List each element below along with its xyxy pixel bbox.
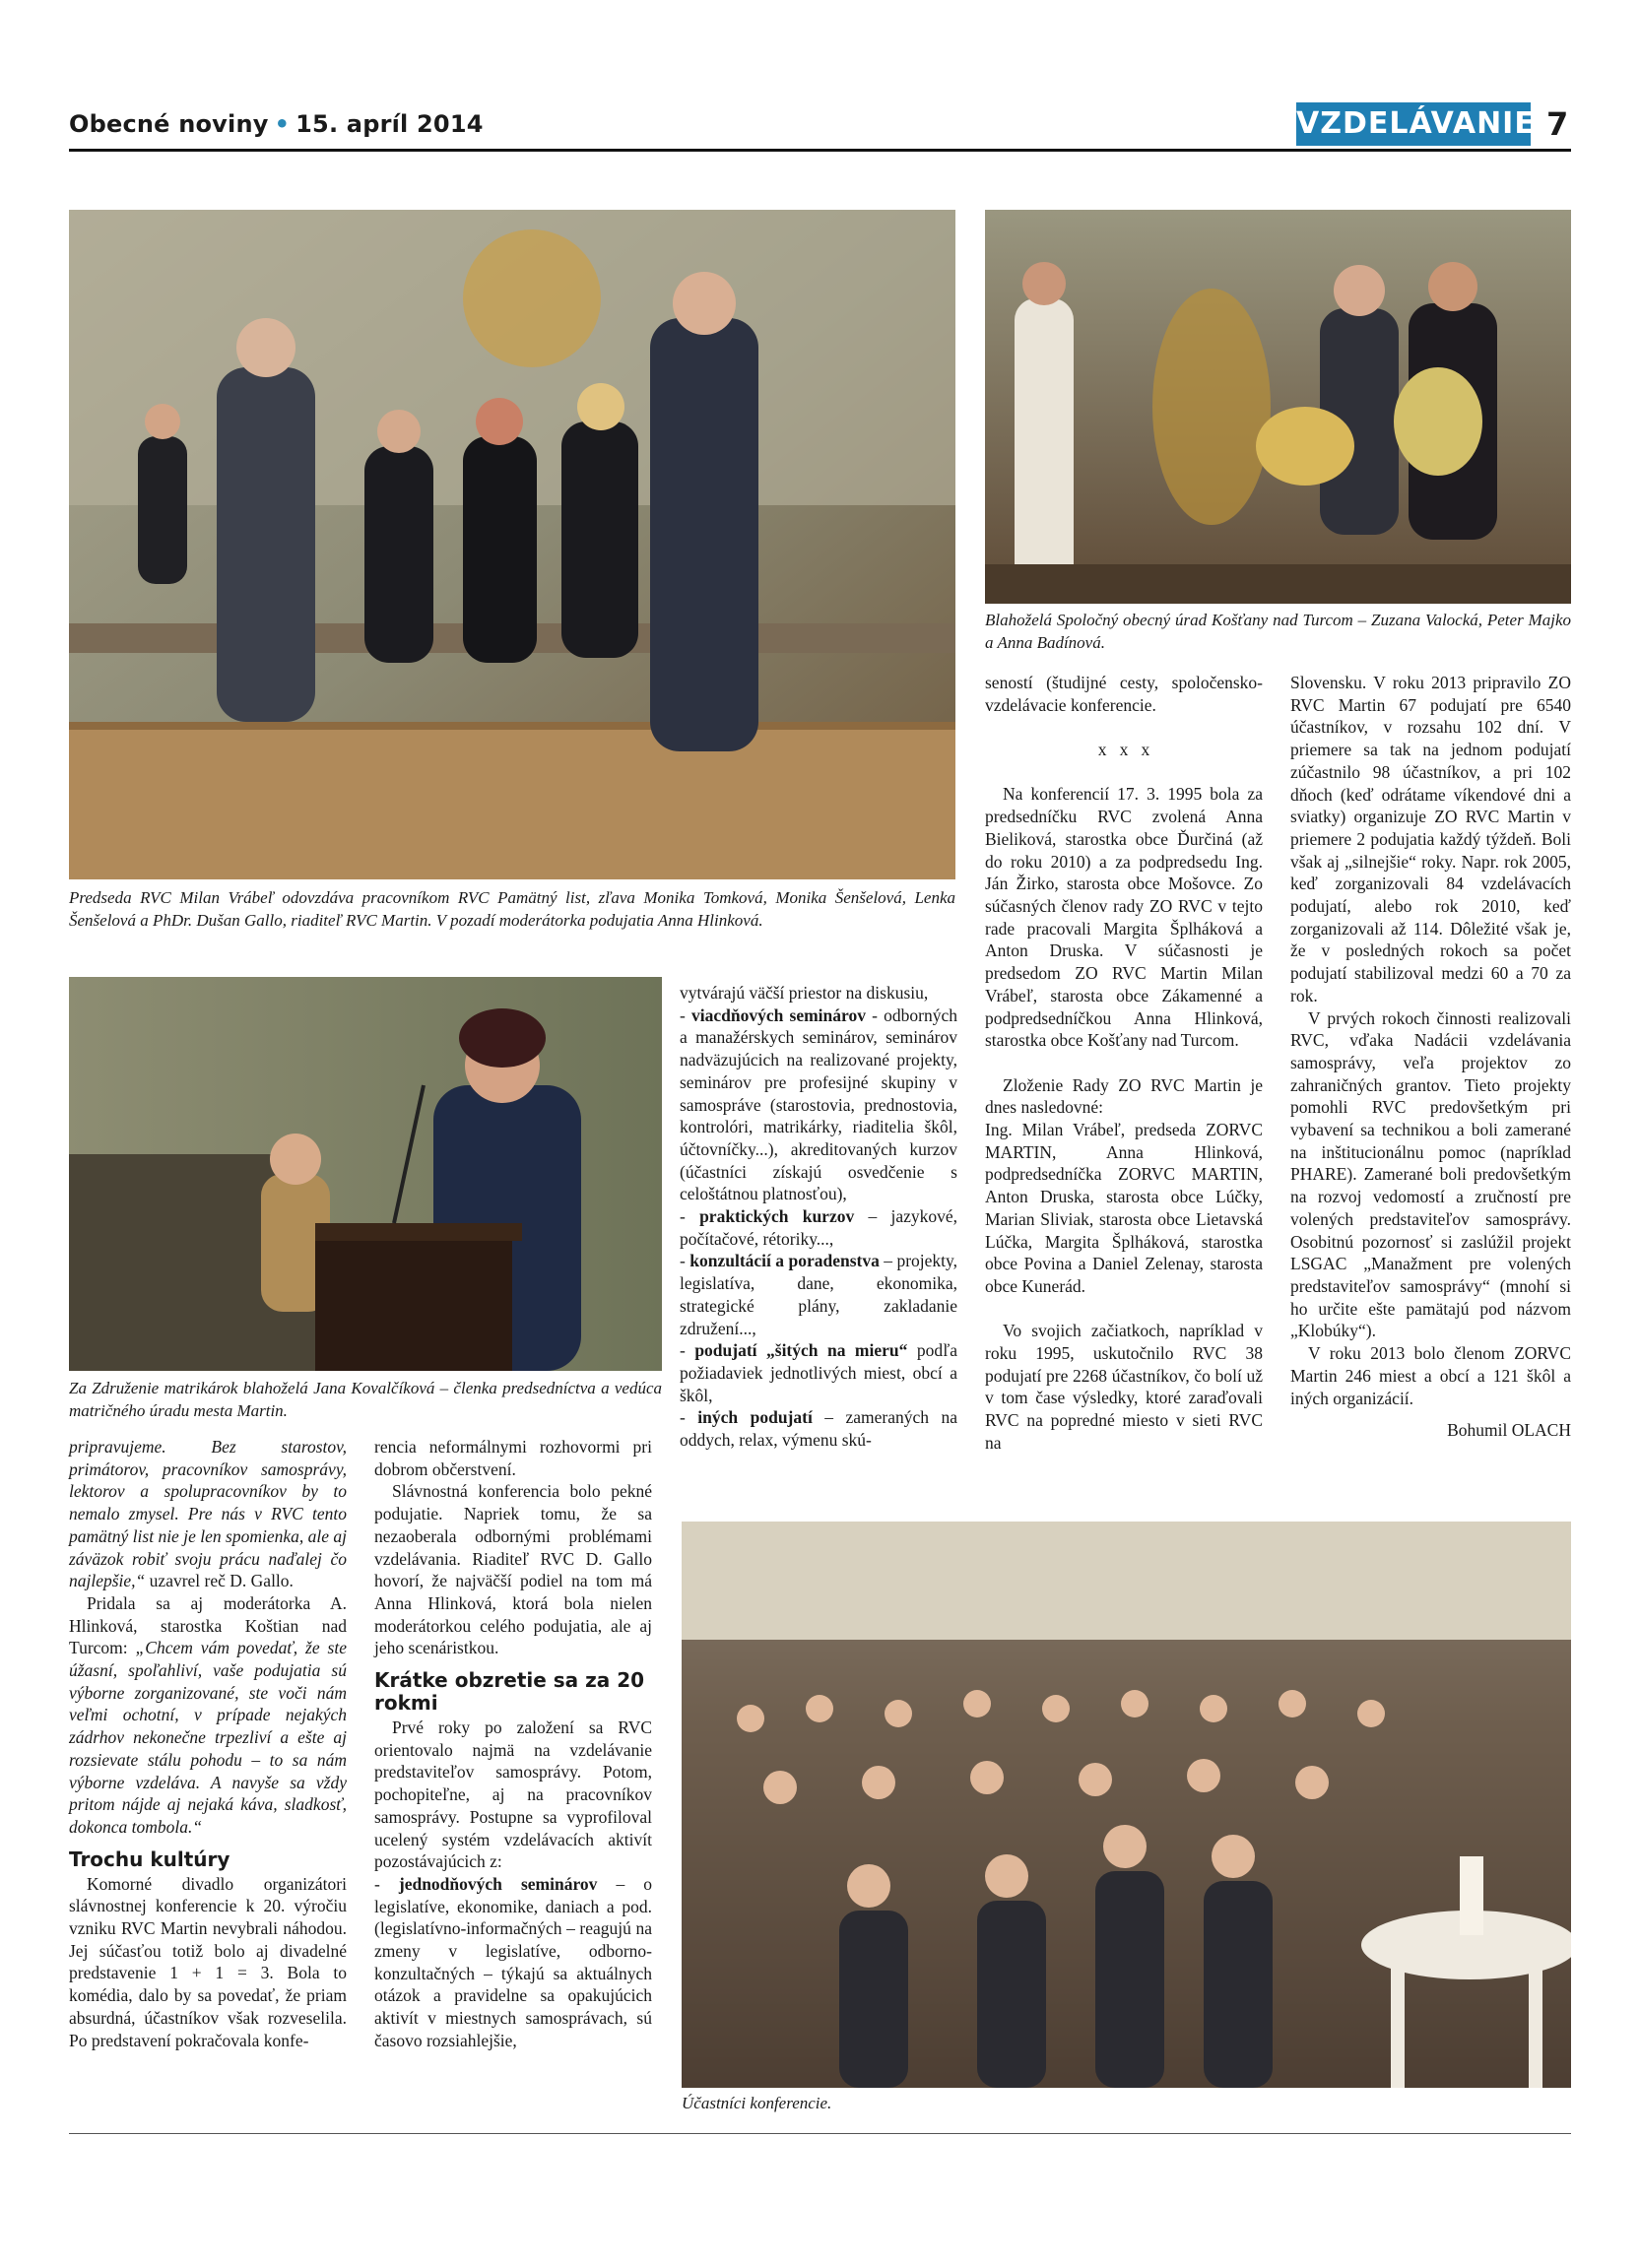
list-item: - konzultácií a poradenstva – projekty, legislatíva, dane, ekonomika, strategické plány, zakladanie združení..., (680, 1251, 957, 1338)
paragraph: Slovensku. V roku 2013 pripravilo ZO RVC Martin 67 podujatí pre 6540 účastníkov, v rozsahu 102 dní. V priemere sa tak na jednom podujatí zúčastnilo 98 účastníkov, a pri 102 dňoch (keď odrátame víkendové dni a sviatky) organizuje ZO RVC Martin v priemere 2 podujatia každý týždeň. Boli však aj „silnejšie“ roky. Napr. rok 2005, keď zorganizovali 84 vzdelávacích podujatí, alebo rok 2010, keď zorganizovali až 114. Dôležité však je, že v posledných rokoch sa počet podujatí stabilizoval medzi 60 a 70 za rok. (1290, 673, 1571, 1005)
spacer (985, 716, 1263, 739)
caption-photo-speaker: Za Združenie matrikárok blahoželá Jana Kovalčíková – členka predsedníctva a vedúca matričného úradu mesta Martin. (69, 1379, 662, 1420)
section-label: VZDELÁVANIE (1296, 102, 1531, 146)
paragraph: seností (študijné cesty, spoločensko-vzdelávacie konferencie. (985, 673, 1263, 715)
paragraph-text: Pridala sa aj moderátorka A. Hlinková, starostka Koštian nad Turcom: (69, 1592, 347, 1658)
paragraph: Ing. Milan Vrábeľ, predseda ZORVC MARTIN, Anna Hlinková, podpredsedníčka ZORVC MARTIN, Anton Druska, starosta obce Lúčky, Marian Sliviak, starosta obce Lietavská Lúčka, Margita Šplháková, starostka obce Povina a Daniel Zelenay, starosta obce Kunerád. (985, 1120, 1263, 1296)
photo-award-ceremony (69, 210, 955, 879)
paragraph: Na konferencií 17. 3. 1995 bola za predsedníčku RVC zvolená Anna Bieliková, starostka obce Ďurčiná (až do roku 2010) a za podpredsedu Ing. Ján Žirko, starosta obce Mošovce. Zo súčasných členov rady ZO RVC v tejto rade pracovali Margita Šplháková a Anton Druska. V súčasnosti je predsedom ZO RVC Martin Milan Vrábeľ, starosta obce Zákamenné a podpredsedníčkou Anna Hlinková, starostka obce Košťany nad Turcom. (985, 784, 1263, 1051)
subheading: Trochu kultúry (69, 1847, 230, 1871)
quote-text: „Chcem vám povedať, že ste úžasní, spoľahliví, vaše podujatia sú výborne zorganizované, ste voči nám veľmi ochotní, v prípade nejakých zádrhov nekonečne trpezliví a ešte aj rozsievate stálu pohodu – to sa nám výborne vzdeláva. A navyše sa vždy pritom nájde aj nejaká káva, sladkosť, dokonca tombola.“ (69, 1638, 347, 1837)
issue-date: 15. apríl 2014 (295, 110, 484, 138)
paragraph: V roku 2013 bolo členom ZORVC Martin 246 miest a obcí a 121 škôl a iných organizácií. (1290, 1343, 1571, 1408)
list-item-text: – jazykové, počítačové, rétoriky..., (680, 1206, 957, 1249)
spacer (985, 1052, 1263, 1074)
list-item-label: jednodňových seminárov (398, 1873, 598, 1894)
list-item-label: podujatí „šitých na mieru“ (694, 1340, 908, 1361)
list-item: - jednodňových seminárov – o legislatíve, ekonomike, daniach a pod. (legislatívno-informačných – reagujú na zmeny v legislatíve, odborno-konzultačných – týkajú sa aktuálnych otázok a pravidelne sa opakujúcich aktivít v miestnych samosprávach, sú časovo rozsiahlejšie, (374, 1873, 652, 2050)
article-column-3 (680, 982, 957, 1452)
list-item-label: praktických kurzov (699, 1206, 855, 1227)
quote-text: pripravujeme. Bez starostov, primátorov, pracovníkov samosprávy, lektorov a spolupracovníkov by to nemalo zmysel. Pre nás v RVC tento pamätný list nie je len spomienka, ale aj záväzok robiť svoju prácu naďalej čo najlepšie,“ (69, 1437, 347, 1591)
list-item-text: podľa požiadaviek jednotlivých miest, obcí a škôl, (680, 1340, 958, 1405)
author-byline: Bohumil OLACH (1447, 1420, 1571, 1441)
paragraph: Slávnostná konferencia bolo pekné podujatie. Napriek tomu, že sa nezaoberala odbornými problémami vzdelávania. Riaditeľ RVC D. Gallo hovorí, že najväčší podiel na tom má Anna Hlinková, ktorá bola nielen moderátorkou celého podujatia, ale aj jeho scenáristkou. (374, 1481, 652, 1658)
caption-photo-award: Predseda RVC Milan Vrábeľ odovzdáva pracovníkom RVC Pamätný list, zľava Monika Tomková, Monika Šenšelová, Lenka Šenšelová a PhDr. Dušan Gallo, riaditeľ RVC Martin. V pozadí moderátorka podujatia Anna Hlinková. (69, 888, 955, 930)
spacer (985, 1298, 1263, 1321)
paragraph: Prvé roky po založení sa RVC orientovalo najmä na vzdelávanie predstaviteľov samosprávy. Potom, pochopiteľne, aj na pracovníkov samosprávy. Postupne sa vyprofiloval ucelený systém vzdelávacích aktivít pozostávajúcich z: (374, 1717, 652, 1872)
photo-kostany-congratulations (985, 210, 1571, 604)
footer-rule (69, 2133, 1571, 2134)
separator-dot: • (274, 110, 291, 138)
paragraph: Vo svojich začiatkoch, napríklad v roku 1995, uskutočnilo RVC 38 podujatí pre 2268 účastníkov, čo bolí už v tom čase výsledky, ktoré zaraďovali RVC na popredné miesto v sieti RVC na (985, 1321, 1263, 1453)
article-column-5 (1290, 672, 1571, 1442)
list-item-text: - odborných a manažérskych seminárov, seminárov nadväzujúcich na realizované projekty, seminárov pre profesijné skupiny v samospráve (starostovia, prednostovia, kontrolóri, matrikárky, riaditelia škôl, účtovníčky...), akreditovaných kurzov (účastníci získajú osvedčenie s celoštátnou platnosťou), (680, 1004, 957, 1204)
list-item-label: viacdňových seminárov (691, 1004, 866, 1025)
attribution-text: uzavrel reč D. Gallo. (145, 1571, 294, 1591)
page-number: 7 (1546, 105, 1569, 143)
spacer (1290, 1409, 1571, 1419)
list-item-text: – zameraných na oddych, relax, výmenu skú- (680, 1407, 958, 1451)
article-column-1 (69, 1436, 347, 2051)
article-column-4 (985, 672, 1263, 1455)
spacer (985, 761, 1263, 784)
list-item-label: konzultácií a poradenstva (689, 1251, 880, 1271)
list-item: - podujatí „šitých na mieru“ podľa požiadaviek jednotlivých miest, obcí a škôl, (680, 1340, 958, 1405)
list-item: - praktických kurzov – jazykové, počítačové, rétoriky..., (680, 1206, 957, 1249)
paragraph (69, 1436, 347, 1592)
photo-conference-audience (682, 1522, 1571, 2088)
photo-speaker-podium (69, 977, 662, 1371)
paragraph: V prvých rokoch činnosti realizovali RVC, vďaka Nadácii vzdelávania samosprávy, veľa projektov zo zahraničných grantov. Tieto projekty pomohli RVC predovšetkým pri vybavení sa technikou a boli zamerané na inštitucionálnu pomoc (napríklad PHARE). Zamerané boli predovšetkým na rozvoj vedomostí a zručností pre volených predstaviteľov samosprávy. Osobitnú pozornosť si zaslúžil projekt LSGAC „Manažment pre volených predstaviteľov samosprávy“ (mnohí si ho určite ešte pamätajú pod názvom „Klobúky“). (1290, 1007, 1571, 1341)
article-column-2 (374, 1436, 652, 2052)
caption-photo-audience: Účastníci konferencie. (682, 2094, 832, 2112)
subheading: Krátke obzretie sa za 20 rokmi (374, 1668, 645, 1716)
paragraph: Zloženie Rady ZO RVC Martin je dnes nasledovné: (985, 1074, 1263, 1118)
list-item: - viacdňových seminárov - odborných a manažérskych seminárov, seminárov nadväzujúcich na realizované projekty, seminárov pre profesijné skupiny v samospráve (starostovia, prednostovia, kontrolóri, matrikárky, riaditelia škôl, účtovníčky...), akreditovaných kurzov (účastníci získajú osvedčenie s celoštátnou platnosťou), (680, 1004, 957, 1204)
list-item-label: iných podujatí (697, 1407, 813, 1428)
list-item-text: – projekty, legislatíva, dane, ekonomika, strategické plány, zakladanie združení..., (680, 1251, 957, 1338)
list-item-text: – o legislatíve, ekonomike, daniach a pod. (legislatívno-informačných – reagujú na zmeny v legislatíve, odborno-konzultačných – týkajú sa aktuálnych otázok a pravidelne sa opakujúcich aktivít v miestnych samosprávach, sú časovo rozsiahlejšie, (374, 1873, 652, 2050)
paragraph (69, 1592, 347, 1839)
paragraph: vytvárajú väčší priestor na diskusiu, (680, 983, 929, 1003)
publication-name: Obecné noviny (69, 110, 269, 138)
section-separator: x x x (1097, 740, 1150, 760)
list-item: - iných podujatí – zameraných na oddych, relax, výmenu skú- (680, 1407, 958, 1451)
masthead (69, 110, 484, 138)
paragraph: Komorné divadlo organizátori slávnostnej konferencie k 20. výročiu vzniku RVC Martin nevybrali náhodou. Jej súčasťou totiž bolo aj divadelné predstavenie 1 + 1 = 3. Bola to komédia, dalo by sa povedať, že priam absurdná, účastníkov však rozveselila. Po predstavení pokračovala konfe- (69, 1873, 347, 2050)
paragraph: rencia neformálnymi rozhovormi pri dobrom občerstvení. (374, 1437, 652, 1479)
caption-photo-kostany: Blahoželá Spoločný obecný úrad Košťany nad Turcom – Zuzana Valocká, Peter Majko a Anna Badínová. (985, 611, 1571, 652)
header-rule (69, 149, 1571, 152)
